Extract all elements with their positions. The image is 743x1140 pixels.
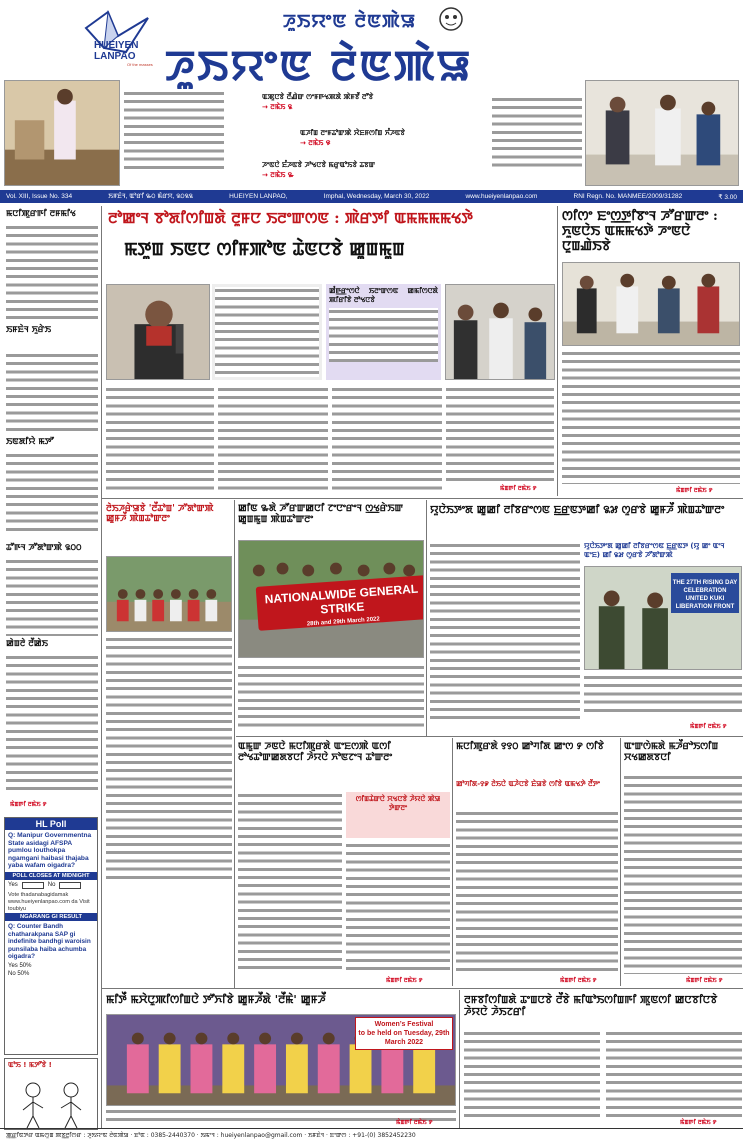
lower-story-2-more-link[interactable]: ꯃꯥꯡꯒꯤ ꯂꯃꯥꯏ ꯸ xyxy=(560,977,597,984)
lower-story-2-head: ꯃꯅꯤꯄꯨꯔꯗꯥ ꯱꯱꯰ ꯀꯣꯚꯤꯗ ꯀꯦꯁ ꯸ ꯁꯤꯕꯥ xyxy=(456,741,604,752)
top-right-photo xyxy=(585,80,739,186)
ukl-banner xyxy=(671,573,739,613)
lower-story-1-body-b xyxy=(346,842,450,974)
mid-story-1-head: ꯂꯥꯏꯍꯔꯥꯎꯕꯥ 'ꯂꯩꯊꯣꯡ' ꯍꯧꯗꯣꯛꯄꯥ ꯀꯨꯝꯍꯩ ꯄꯥꯡꯊꯣꯛꯂꯦ xyxy=(106,504,214,525)
ukl-banner-line2: UNITED KUKI LIBERATION FRONT xyxy=(675,596,735,610)
lead-col-intro xyxy=(212,284,322,380)
hl-poll-result-title: NGARANG GI RESULT xyxy=(5,913,97,921)
teaser-1[interactable] xyxy=(124,90,224,170)
teaser-3-page: → ꯂꯃꯥꯏ ꯶ xyxy=(300,139,331,147)
festival-more-link[interactable]: ꯃꯥꯡꯒꯤ ꯂꯃꯥꯏ ꯸ xyxy=(396,1119,433,1126)
right-lead-photo xyxy=(562,262,740,346)
left-more-link[interactable]: ꯃꯥꯡꯒꯤ ꯂꯃꯥꯏ ꯸ xyxy=(10,801,47,808)
lower-story-1-head: ꯑꯃꯨꯛ ꯍꯟꯅꯥ ꯃꯅꯤꯄꯨꯔꯗꯥ ꯑꯦꯐꯁꯄꯥ ꯑꯁꯤ ꯂꯣꯠꯊꯣꯛꯀꯗꯕꯅꯤ ꯍꯥꯌꯅꯥ ꯈꯣꯟꯖꯦꯜ ꯊꯣꯛꯂꯦ xyxy=(238,741,393,763)
issue-vol: Vol. XIII, Issue No. 334 xyxy=(6,193,73,200)
mid-story-1-photo xyxy=(106,556,232,632)
hl-poll-question: Q: Manipur Governmentna State asidagi AFSPA pumlou louthokpa ngamgani haibasi thajaba yaba wafam oigadra? xyxy=(8,832,92,870)
festival-event-banner xyxy=(355,1017,453,1050)
issue-name: HUEIYEN LANPAO, xyxy=(229,193,288,200)
teaser-3-text: ꯑꯍꯤꯡ ꯂꯦꯝꯊꯣꯛꯄꯥ ꯋꯥꯐꯝꯁꯤꯡ ꯈꯪꯍꯟꯕꯥ xyxy=(300,129,405,137)
left-story-4-body xyxy=(6,558,98,636)
mid-story-3-more-link[interactable]: ꯃꯥꯡꯒꯤ ꯂꯃꯥꯏ ꯸ xyxy=(690,723,727,730)
left-story-1-head: ꯃꯅꯤꯄꯨꯔꯒꯤ ꯂꯝꯃꯤꯠ xyxy=(6,209,76,219)
lead-headline-1: ꯂꯣꯀꯦꯜ ꯕꯣꯗꯤꯁꯤꯡꯗꯥ ꯂꯨꯝꯅ ꯏꯂꯦꯛꯁꯟ : ꯄꯥꯔꯇꯤ ꯑꯃꯃꯃꯃꯠꯇꯥ xyxy=(108,209,473,227)
hl-poll-yes-box[interactable] xyxy=(22,882,44,889)
logo-tagline: Of the masses xyxy=(127,62,153,67)
lower-story-2-body xyxy=(456,810,618,974)
festival-event-line2: to be held on Tuesday, 29th March 2022 xyxy=(358,1030,450,1046)
logo-text: HUEIYEN LANPAO xyxy=(94,40,139,62)
ukl-caption xyxy=(584,674,742,714)
lower-story-3-head: ꯑꯦꯛꯁꯥꯃꯗꯥ ꯃꯍꯩꯔꯣꯏꯁꯤꯡ ꯆꯠꯀꯗꯕꯅꯤ xyxy=(624,741,719,763)
ukl-subhead: ꯌꯨꯅꯥꯏꯇꯦꯗ ꯀꯨꯀꯤ ꯂꯤꯕꯔꯦꯁꯟ ꯐ꯭ꯔꯟꯇ (ꯌꯨ ꯀꯦ ꯑꯦꯜ ꯑꯦꯐ) ꯀꯤ ꯲꯷ ꯁꯨꯔꯕꯥ ꯍꯧꯗꯣꯛꯄꯥ xyxy=(584,542,725,559)
left-story-1-body xyxy=(6,224,98,320)
mid-story-2-body xyxy=(238,664,424,728)
hl-poll-result-no: No 50% xyxy=(8,971,30,978)
lead-photo-meeting xyxy=(445,284,555,380)
lead-body-2 xyxy=(218,386,328,490)
left-story-5-head: ꯀꯥꯡꯂꯥ ꯂꯩꯀꯥꯏ xyxy=(6,639,48,649)
lead-body-1 xyxy=(106,386,214,490)
issue-web[interactable]: www.hueiyenlanpao.com xyxy=(465,193,538,200)
right-lead-more-link[interactable]: ꯃꯥꯡꯒꯤ ꯂꯃꯥꯏ ꯸ xyxy=(676,487,713,494)
lead-body-4 xyxy=(446,386,554,482)
right-lead-body xyxy=(562,350,740,484)
masthead-title-main: ꯍꯨꯏꯌꯦꯟ ꯂꯥꯟꯄꯥꯎ xyxy=(165,41,473,90)
hl-poll-no-label: No xyxy=(47,882,56,889)
ukl-banner-line1: THE 27TH RISING DAY CELEBRATION xyxy=(672,580,738,594)
left-story-5-body xyxy=(6,654,98,794)
strike-photo xyxy=(238,540,424,658)
festival-head: ꯃꯤꯇꯩ ꯃꯆꯥꯅꯨꯄꯤꯁꯤꯡꯅꯥ ꯇꯧꯈꯤꯕꯥ ꯀꯨꯝꯍꯩꯗꯥ 'ꯂꯩꯃꯥ' ꯀꯨꯝꯍꯩ xyxy=(106,993,326,1006)
hl-poll-title: HL Poll xyxy=(5,818,97,830)
right-lead-headline: ꯁꯤꯁꯦ ꯐꯦꯁ꯭ꯇꯤꯕꯦꯜ ꯍꯧꯔꯛꯂꯦ : ꯈꯨꯟꯅꯥꯏ ꯑꯃꯃꯠꯇꯥ ꯍꯦꯟꯅꯥ ꯅꯨꯡꯉꯥꯏꯕꯥ xyxy=(562,209,718,254)
lower-story-1-more-link[interactable]: ꯃꯥꯡꯒꯤ ꯂꯃꯥꯏ ꯸ xyxy=(386,977,423,984)
festival-event-line1: Women’s Festival xyxy=(374,1021,434,1028)
issue-date-local: ꯏꯝꯐꯥꯜ, ꯑꯣꯔꯤ ꯳꯰ ꯃꯥꯔꯆ, ꯲꯰꯲꯲ xyxy=(108,193,193,200)
left-story-3-body xyxy=(6,452,98,536)
lead-body-3 xyxy=(332,386,442,490)
lead-box-lilac xyxy=(326,284,441,380)
left-story-3-head: ꯏꯟꯗꯤꯌꯥ ꯃꯇꯧ xyxy=(6,437,54,447)
teaser-4-text: ꯍꯦꯟꯅꯥ ꯐꯪꯍꯟꯕꯥ ꯍꯣꯠꯅꯕꯥ ꯃꯔꯨꯑꯣꯏꯕꯥ ꯊꯕꯛ xyxy=(262,161,376,169)
lead-photo-speaker xyxy=(106,284,210,380)
cartoon xyxy=(4,1058,98,1130)
footer: ꯄ꯭ꯔꯤꯟꯇꯔ ꯑꯃꯁꯨꯡ ꯄꯕ꯭ꯂꯤꯁꯔ : ꯍꯨꯏꯌꯦꯟ ꯂꯥꯟꯄꯥꯎ · ꯐꯣꯟ : 0385-2440370 · ꯏꯃꯦꯜ : hueiyenlanpao@gmail.com · ꯏꯝꯐꯥꯜ · ꯐꯦꯛꯁ : +91-(0) 3852452230 xyxy=(0,1128,743,1140)
hl-poll-result-yes: Yes 50% xyxy=(8,963,32,970)
red-box xyxy=(346,792,450,838)
mid-story-2-head: ꯀꯤꯟ ꯳ꯗꯥ ꯍꯧꯔꯛꯀꯅꯤ ꯖꯦꯅꯦꯔꯦꯜ ꯁ꯭ꯠꯔꯥꯏꯛ ꯀꯨꯡꯃꯨꯡ ꯄꯥꯡꯊꯣꯛꯂꯦ xyxy=(238,503,404,525)
lead-box-lilac-text: ꯀꯪꯒ꯭ꯔꯦꯁꯅꯥ ꯏꯂꯦꯛꯁꯟ ꯀꯃꯤꯁꯅꯗꯥ ꯄꯤꯔꯤꯕꯥ ꯂꯣꯠꯅꯕꯥ xyxy=(329,287,438,304)
hl-poll xyxy=(4,817,98,1055)
masthead-title-top: ꯍꯨꯏꯌꯦꯟ ꯂꯥꯟꯄꯥꯎ xyxy=(283,11,417,32)
lower-story-1-body-a xyxy=(238,792,342,974)
hl-poll-options xyxy=(5,880,97,891)
left-story-2-head: ꯏꯝꯐꯥꯜ ꯈꯨꯔꯥꯏ xyxy=(6,325,52,335)
teaser-2-page: → ꯂꯃꯥꯏ ꯲ xyxy=(262,103,293,111)
cartoon-caption: ꯑꯣꯏ ! ꯃꯇꯧꯕꯥ ! xyxy=(8,1061,52,1069)
teaser-4[interactable] xyxy=(262,160,462,180)
issue-bar xyxy=(0,190,743,203)
bottom-right-body-b xyxy=(606,1030,742,1118)
strike-banner-line2: 28th and 29th March 2022 xyxy=(306,616,380,628)
lead-more-link[interactable]: ꯃꯥꯡꯒꯤ ꯂꯃꯥꯏ ꯸ xyxy=(500,485,537,492)
teaser-3[interactable] xyxy=(300,128,490,148)
strike-banner-line1: NATIONALWIDE GENERAL STRIKE xyxy=(264,581,419,617)
mid-story-1-body xyxy=(106,636,232,884)
hl-poll-vote-instructions: Vote thadanabagidamak www.hueiyenlanpao.com da Visit toubiyu xyxy=(8,891,90,912)
hl-poll-closes: POLL CLOSES AT MIDNIGHT xyxy=(5,872,97,880)
mid-story-3-head: ꯌꯨꯅꯥꯏꯇꯦꯗ ꯀꯨꯀꯤ ꯂꯤꯕꯔꯦꯁꯟ ꯐ꯭ꯔꯟꯇꯀꯤ ꯲꯷ ꯁꯨꯔꯕꯥ ꯀꯨꯝꯍꯩ ꯄꯥꯡꯊꯣꯛꯂꯦ xyxy=(430,504,725,516)
lead-headline-2: ꯃꯇꯨꯡ ꯏꯟꯅ ꯁꯤꯝꯄꯣꯟ ꯊꯥꯟꯅꯕꯥ ꯀꯨꯡꯃꯨꯡ xyxy=(124,239,405,260)
mid-story-3-body xyxy=(430,542,580,722)
ukl-photo xyxy=(584,566,742,670)
hl-poll-no-box[interactable] xyxy=(59,882,81,889)
mascot-icon xyxy=(428,4,474,34)
teaser-2[interactable] xyxy=(262,92,462,112)
issue-date-en: Imphal, Wednesday, March 30, 2022 xyxy=(323,193,430,200)
top-left-photo xyxy=(4,80,120,186)
teaser-2-text: ꯑꯄꯨꯅꯕꯥ ꯂꯩꯉꯥꯛ ꯁꯦꯝꯒꯠꯄꯗꯥ ꯄꯥꯝꯕꯩ ꯂꯧꯕꯥ xyxy=(262,93,374,101)
lower-story-3-more-link[interactable]: ꯃꯥꯡꯒꯤ ꯂꯃꯥꯏ ꯸ xyxy=(686,977,723,984)
issue-price: ₹ 3.00 xyxy=(718,193,737,201)
lower-story-2-sub: ꯀꯣꯚꯤꯗ-꯱꯹ ꯂꯥꯏꯅꯥ ꯑꯍꯥꯅꯕꯥ ꯐꯥꯎꯕꯥ ꯁꯤꯕꯥ ꯑꯃꯠꯇꯥ ꯂꯩꯇꯦ xyxy=(456,780,600,788)
bottom-right-head: ꯂꯝꯕꯤꯁꯤꯡꯗꯥ ꯊꯦꯡꯅꯕꯥ ꯂꯩꯕꯥ ꯃꯤꯑꯣꯏꯁꯤꯡꯒꯤ ꯄꯨꯟꯁꯤ ꯀꯅꯕꯤꯅꯕꯥ ꯍꯥꯌꯅꯥ ꯍꯥꯏꯖꯔꯤ xyxy=(464,994,718,1019)
teaser-4-page: → ꯂꯃꯥꯏ ꯳ xyxy=(262,171,294,179)
teaser-5 xyxy=(492,96,582,172)
left-story-2-body xyxy=(6,352,98,432)
lower-story-3-body xyxy=(624,774,742,974)
left-story-4-head: ꯊꯧꯒꯜ ꯍꯧꯗꯣꯛꯄꯥ ꯲꯰꯰ xyxy=(6,543,82,553)
hl-poll-yes-label: Yes xyxy=(8,882,18,889)
masthead xyxy=(0,0,743,192)
cartoon-drawing-icon xyxy=(5,1072,99,1130)
bottom-right-more-link[interactable]: ꯃꯥꯡꯒꯤ ꯂꯃꯥꯏ ꯸ xyxy=(680,1119,717,1126)
red-box-text: ꯁꯤꯡꯊꯥꯛꯅꯥ ꯆꯠꯅꯕꯥ ꯍꯥꯌꯅꯥ ꯄꯥꯎ ꯇꯥꯛꯂꯦ xyxy=(355,795,441,812)
bottom-right-body-a xyxy=(464,1030,600,1118)
issue-rni: RNI Regn. No. MANMEE/2009/31282 xyxy=(573,193,683,200)
hl-poll-result-question: Q: Counter Bandh chatharakpana SAP gi indefinite bandhgi waroisin punsilaba haiba achumba oigadra? xyxy=(8,923,91,960)
festival-photo xyxy=(106,1014,456,1106)
